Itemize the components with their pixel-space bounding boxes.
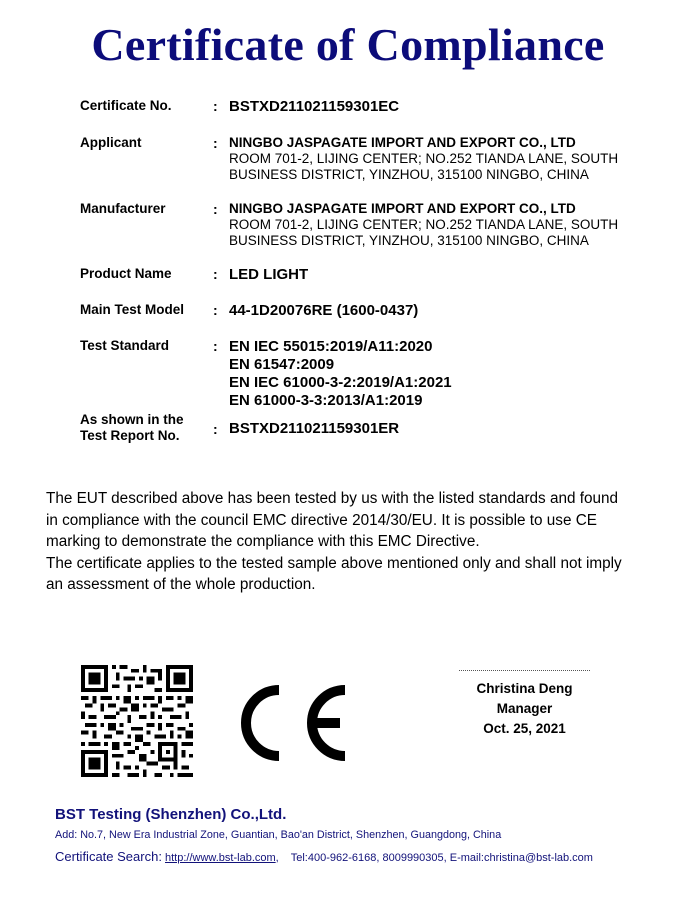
test-report-value: BSTXD211021159301ER	[229, 420, 400, 437]
statement-line: an assessment of the whole production.	[46, 576, 316, 593]
manufacturer-name: NINGBO JASPAGATE IMPORT AND EXPORT CO., LTD	[229, 201, 576, 216]
main-test-model-label: Main Test Model	[80, 302, 185, 317]
colon: :	[213, 98, 218, 114]
colon: :	[213, 338, 218, 354]
colon: :	[213, 302, 218, 318]
compliance-statement	[46, 488, 666, 596]
manufacturer-address-line1: ROOM 701-2, LIJING CENTER; NO.252 TIANDA LANE, SOUTH	[229, 217, 619, 232]
website-link[interactable]: http://www.bst-lab.com	[165, 852, 276, 864]
ce-mark-icon	[240, 684, 350, 762]
test-report-label-line2: Test Report No.	[80, 428, 180, 443]
applicant-address-line2: BUSINESS DISTRICT, YINZHOU, 315100 NINGBO, CHINA	[229, 167, 589, 182]
test-standard-item: EN IEC 55015:2019/A11:2020	[229, 338, 433, 355]
certificate-search-label: Certificate Search:	[55, 849, 162, 864]
test-standard-label: Test Standard	[80, 338, 170, 353]
colon: :	[213, 266, 218, 282]
test-report-label-line1: As shown in the	[80, 412, 184, 427]
statement-line: marking to demonstrate the compliance with this EMC Directive.	[46, 533, 480, 550]
issuer-company: BST Testing (Shenzhen) Co.,Ltd.	[55, 806, 287, 823]
signatory-name: Christina Deng	[476, 681, 573, 696]
signatory-title: Manager	[496, 701, 553, 716]
applicant-name: NINGBO JASPAGATE IMPORT AND EXPORT CO., LTD	[229, 135, 576, 150]
test-standard-item: EN 61000-3-3:2013/A1:2019	[229, 392, 423, 409]
applicant-address-line1: ROOM 701-2, LIJING CENTER; NO.252 TIANDA LANE, SOUTH	[229, 151, 619, 166]
certificate-search-line	[55, 849, 593, 864]
issuer-address: Add: No.7, New Era Industrial Zone, Guantian, Bao'an District, Shenzhen, Guangdong, China	[55, 829, 502, 841]
test-standard-item: EN 61547:2009	[229, 356, 335, 373]
statement-line: in compliance with the council EMC directive 2014/30/EU. It is possible to use CE	[46, 511, 597, 529]
signature-line	[459, 670, 590, 671]
signature-date: Oct. 25, 2021	[483, 721, 566, 736]
certificate-title: Certificate of Compliance	[91, 19, 605, 70]
colon: :	[213, 201, 218, 217]
certificate-no-value: BSTXD211021159301EC	[229, 98, 400, 115]
statement-line: The EUT described above has been tested by us with the listed standards and found	[46, 490, 619, 507]
contact-info: , Tel:400-962-6168, 8009990305, E-mail:christina@bst-lab.com	[275, 852, 593, 864]
qr-code-icon	[81, 665, 193, 777]
main-test-model-value: 44-1D20076RE (1600-0437)	[229, 302, 419, 319]
colon: :	[213, 421, 218, 437]
product-name-value: LED LIGHT	[229, 266, 309, 283]
product-name-label: Product Name	[80, 266, 172, 281]
manufacturer-address-line2: BUSINESS DISTRICT, YINZHOU, 315100 NINGBO, CHINA	[229, 233, 589, 248]
certificate-no-label: Certificate No.	[80, 98, 172, 113]
statement-line: The certificate applies to the tested sample above mentioned only and shall not imply	[46, 554, 622, 572]
manufacturer-label: Manufacturer	[80, 201, 166, 216]
applicant-label: Applicant	[80, 135, 142, 150]
test-standard-item: EN IEC 61000-3-2:2019/A1:2021	[229, 374, 452, 391]
colon: :	[213, 135, 218, 151]
